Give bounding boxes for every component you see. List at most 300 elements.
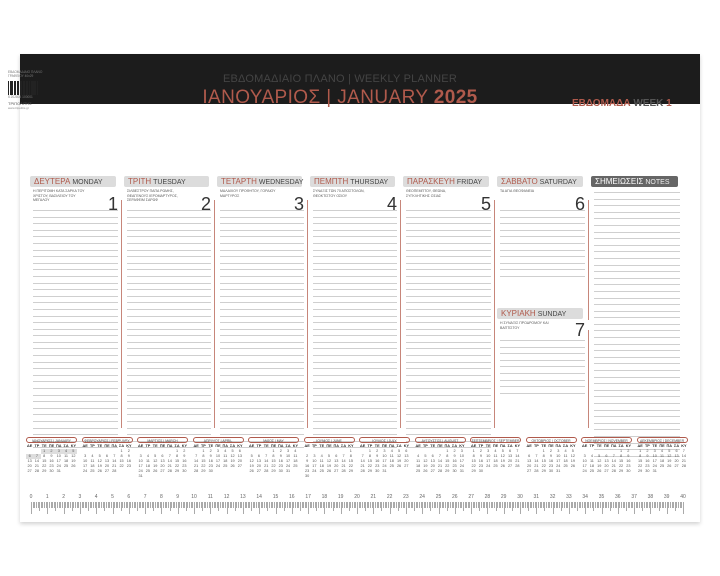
mini-day: 30 <box>645 469 650 473</box>
ruler-number: 5 <box>111 494 114 500</box>
mini-day: 20 <box>674 459 679 463</box>
writing-line <box>500 340 585 341</box>
day-name-en: WEDNESDAY <box>258 179 304 186</box>
ruler-tick <box>49 502 50 508</box>
mini-day: 29 <box>271 469 276 473</box>
day-number: 2 <box>200 194 211 214</box>
mini-day: 10 <box>312 459 317 463</box>
mini-day: 21 <box>681 459 686 463</box>
ruler-tick <box>240 502 241 508</box>
ruler-tick <box>525 502 526 508</box>
day-name-gr: ΤΡΙΤΗ <box>128 177 152 186</box>
ruler-tick <box>557 502 558 508</box>
mini-day: 25 <box>493 464 498 468</box>
ruler-tick <box>227 502 228 514</box>
mini-day: 4 <box>320 454 323 458</box>
ruler-tick <box>447 502 448 511</box>
ruler-tick <box>65 502 66 508</box>
mini-day: 8 <box>446 454 449 458</box>
ruler-tick <box>158 502 159 508</box>
ruler-tick <box>535 502 536 508</box>
ruler-tick <box>93 502 94 508</box>
writing-line <box>406 263 491 264</box>
mini-month-grid <box>26 444 77 474</box>
writing-line <box>313 381 397 382</box>
year-calendar-strip <box>26 437 692 483</box>
writing-line <box>594 311 680 312</box>
mini-month-grid <box>637 444 688 474</box>
mini-day: 15 <box>174 459 180 463</box>
mini-day: 16 <box>126 459 131 463</box>
mini-day: 8 <box>349 454 352 458</box>
ruler-tick <box>373 502 374 514</box>
ruler-tick <box>85 502 86 508</box>
day-header-0 <box>30 176 116 187</box>
mini-day: 28 <box>534 469 539 473</box>
mini-day: 20 <box>334 464 339 468</box>
mini-day: 4 <box>494 449 497 453</box>
mini-day: 18 <box>589 464 595 468</box>
ruler-number: 0 <box>29 494 33 500</box>
ruler-tick <box>292 502 293 514</box>
writing-line <box>500 269 585 270</box>
writing-line <box>313 269 397 270</box>
writing-line <box>220 408 304 409</box>
writing-line <box>127 210 211 211</box>
ruler-tick <box>386 502 387 508</box>
mini-day: 17 <box>459 459 464 463</box>
writing-line <box>33 302 118 303</box>
writing-line <box>594 344 680 345</box>
ruler-tick <box>130 502 131 508</box>
ruler-number: 30 <box>517 494 523 500</box>
mini-day: 13 <box>104 459 110 463</box>
writing-line <box>127 276 211 277</box>
ruler-tick <box>486 502 487 508</box>
mini-day: 9 <box>209 454 212 458</box>
mini-day: 10 <box>459 454 464 458</box>
writing-line <box>220 289 304 290</box>
mini-day: 23 <box>126 464 131 468</box>
ruler-number: 13 <box>240 494 246 500</box>
writing-line <box>220 322 304 323</box>
ruler-tick <box>99 502 100 508</box>
ruler-tick <box>370 502 371 508</box>
ruler-number: 20 <box>354 494 360 500</box>
mini-day: 14 <box>167 459 172 463</box>
ruler-tick <box>349 502 350 511</box>
mini-day: 14 <box>437 459 443 463</box>
mini-day: 30 <box>548 469 554 473</box>
ruler-tick <box>80 502 81 514</box>
ruler-tick <box>478 502 479 508</box>
day-name-gr: ΠΑΡΑΣΚΕΥΗ <box>407 177 455 186</box>
ruler-tick <box>616 502 617 508</box>
ruler-number: 4 <box>94 494 98 500</box>
column-divider <box>588 330 589 428</box>
ruler-tick <box>647 502 648 508</box>
mini-day: 2 <box>48 449 55 454</box>
writing-line <box>127 421 211 422</box>
mini-day: 13 <box>430 459 435 463</box>
ruler-tick <box>117 502 118 508</box>
mini-day: 16 <box>548 459 554 463</box>
writing-line <box>500 353 585 354</box>
day-name-en: FRIDAY <box>456 179 483 186</box>
mini-day: 22 <box>638 464 643 468</box>
mini-day: 31 <box>652 469 657 473</box>
day-column[interactable] <box>497 176 591 306</box>
mini-month-title: ΙΑΝΟΥΑΡΙΟΣ | JANUARY <box>26 437 77 443</box>
ruler-tick <box>52 502 53 508</box>
ruler-tick <box>39 502 40 511</box>
writing-line <box>313 283 397 284</box>
ruler-tick <box>465 502 466 508</box>
ruler-tick <box>592 502 593 508</box>
ruler-tick <box>218 502 219 511</box>
ruler-tick <box>302 502 303 508</box>
weekday-abbr: ΠΑ <box>222 444 229 448</box>
mini-day: 18 <box>63 459 69 463</box>
mini-day: 7 <box>265 454 268 458</box>
mini-day: 18 <box>319 464 324 468</box>
mini-day: 17 <box>56 459 61 463</box>
weekday-abbr: ΠΕ <box>215 444 221 448</box>
mini-day: 7 <box>113 454 116 458</box>
ruler-tick <box>245 502 246 508</box>
ruler-tick <box>357 502 358 514</box>
weekday-abbr: ΣΑ <box>119 444 125 448</box>
day-number: 1 <box>107 194 118 214</box>
writing-line <box>220 401 304 402</box>
ruler-tick <box>347 502 348 508</box>
mini-day: 22 <box>119 464 124 468</box>
ruler-tick <box>509 502 510 508</box>
mini-day: 21 <box>112 464 117 468</box>
ruler-tick <box>422 502 423 514</box>
mini-month-calendar <box>581 437 632 481</box>
ruler-tick <box>680 502 681 508</box>
writing-line <box>127 362 211 363</box>
mini-day: 25 <box>589 469 595 473</box>
ruler-tick <box>271 502 272 508</box>
ruler-tick <box>412 502 413 508</box>
mini-day: 18 <box>493 459 498 463</box>
ruler-tick <box>487 502 488 514</box>
ruler-tick <box>272 502 273 508</box>
ruler-tick <box>432 502 433 508</box>
ruler-tick <box>238 502 239 508</box>
writing-lines <box>406 210 491 454</box>
mini-day: 3 <box>653 449 656 453</box>
ruler-tick <box>567 502 568 508</box>
writing-line <box>313 296 397 297</box>
weekday-abbr: ΚΥ <box>126 444 132 448</box>
ruler-tick <box>315 502 316 508</box>
mini-month-grid <box>526 444 577 474</box>
ruler-tick <box>479 502 480 511</box>
ruler-tick <box>391 502 392 508</box>
ruler-tick <box>342 502 343 508</box>
writing-line <box>220 276 304 277</box>
weekday-abbr: ΠΑ <box>666 444 673 448</box>
mini-month-grid <box>137 444 188 479</box>
day-header-3 <box>310 176 395 187</box>
brand-website: www.tripolitis.gr <box>8 106 29 110</box>
mini-day: 19 <box>570 459 575 463</box>
writing-line <box>127 414 211 415</box>
ruler-number: 40 <box>680 494 686 500</box>
mini-day: 8 <box>639 454 642 458</box>
mini-day: 18 <box>416 464 421 468</box>
ruler-tick <box>364 502 365 508</box>
mini-day: 7 <box>168 454 171 458</box>
writing-line <box>33 296 118 297</box>
mini-day: 26 <box>249 469 254 473</box>
ruler-tick <box>564 502 565 508</box>
week-label-gr: ΕΒΔΟΜΑΔΑ <box>572 98 631 109</box>
mini-day: 13 <box>160 459 165 463</box>
mini-day: 22 <box>348 464 353 468</box>
ruler-tick <box>670 502 671 508</box>
mini-month-calendar <box>415 437 466 481</box>
writing-line <box>220 243 304 244</box>
mini-day: 12 <box>249 459 254 463</box>
ruler-tick <box>530 502 531 508</box>
mini-day: 22 <box>618 464 624 468</box>
writing-line <box>313 236 397 237</box>
ruler-tick <box>660 502 661 508</box>
mini-day: 16 <box>49 459 54 463</box>
weekday-abbr: ΠΕ <box>437 444 443 448</box>
ruler-tick <box>427 502 428 508</box>
writing-line <box>33 348 118 349</box>
ruler-tick <box>518 502 519 508</box>
ruler-tick <box>171 502 172 508</box>
ruler-tick <box>603 502 604 508</box>
ruler-tick <box>174 502 175 508</box>
ruler-tick <box>308 502 309 514</box>
mini-day: 13 <box>237 454 242 458</box>
weekday-abbr: ΤΕ <box>319 444 325 448</box>
mini-day: 12 <box>423 459 428 463</box>
mini-day: 31 <box>285 469 291 473</box>
ruler-tick <box>504 502 505 514</box>
ruler-tick <box>262 502 263 508</box>
writing-line <box>500 393 585 394</box>
writing-line <box>220 395 304 396</box>
mini-day: 28 <box>112 469 117 473</box>
ruler-tick <box>90 502 91 508</box>
ruler-tick <box>659 502 660 511</box>
day-name-en: SUNDAY <box>537 311 567 318</box>
mini-day: 2 <box>279 449 282 453</box>
ruler-tick <box>160 502 161 508</box>
mini-day: 24 <box>556 464 561 468</box>
mini-day: 21 <box>167 464 172 468</box>
ruler-tick <box>368 502 369 508</box>
writing-line <box>594 390 680 391</box>
ruler-tick <box>111 502 112 508</box>
ruler-tick <box>590 502 591 508</box>
weekday-abbr: ΠΑ <box>555 444 562 448</box>
writing-line <box>220 230 304 231</box>
ruler-number: 35 <box>598 494 605 500</box>
day-name-day-note: ΜΑΛΑΧΙΟΥ ΠΡΟΦΗΤΟΥ, ΓΟΡΔΙΟΥ ΜΑΡΤΥΡΟΣ <box>220 189 276 198</box>
ruler-tick <box>305 502 306 508</box>
weekday-abbr: ΚΥ <box>570 444 576 448</box>
year-label: 2025 <box>433 87 478 108</box>
mini-day: 27 <box>104 469 110 473</box>
day-name-day-note: ΘΕΟΠΕΜΠΤΟΥ, ΘΕΩΝΑ, ΣΥΓΚΛΗΤΙΚΗΣ ΟΣΙΑΣ <box>406 189 447 198</box>
writing-line <box>220 223 304 224</box>
ruler-tick <box>378 502 379 508</box>
ruler-tick <box>259 502 260 514</box>
ruler-tick <box>256 502 257 508</box>
mini-day: 6 <box>238 449 241 453</box>
ruler-tick <box>354 502 355 508</box>
mini-day: 17 <box>382 459 387 463</box>
writing-lines <box>313 210 397 454</box>
mini-day: 4 <box>390 449 393 453</box>
day-column-sunday[interactable] <box>497 308 591 428</box>
weekday-abbr: ΚΥ <box>625 444 631 448</box>
ruler-tick <box>293 502 294 508</box>
writing-line <box>500 210 585 211</box>
writing-line <box>127 283 211 284</box>
writing-line <box>127 256 211 257</box>
writing-line <box>220 355 304 356</box>
mini-day: 14 <box>515 454 520 458</box>
mini-day: 12 <box>396 454 402 458</box>
column-divider <box>307 200 308 428</box>
ruler-tick <box>266 502 267 508</box>
ruler-tick <box>287 502 288 508</box>
mini-day: 7 <box>195 454 198 458</box>
ruler-number: 9 <box>176 494 180 500</box>
mini-day: 7 <box>612 454 615 458</box>
writing-line <box>594 225 680 226</box>
ruler-tick <box>562 502 563 508</box>
ruler-tick <box>401 502 402 508</box>
ruler-tick <box>31 502 32 514</box>
ruler-tick <box>585 502 586 514</box>
ruler-tick <box>168 502 169 508</box>
writing-line <box>33 434 118 435</box>
mini-day: 3 <box>460 449 463 453</box>
writing-line <box>313 263 397 264</box>
mini-day: 22 <box>42 464 47 468</box>
weekday-abbr: ΚΥ <box>181 444 187 448</box>
mini-month-calendar <box>248 437 299 481</box>
notes-column[interactable] <box>591 176 686 430</box>
mini-day: 24 <box>459 464 464 468</box>
day-header-6 <box>497 308 583 319</box>
mini-day: 20 <box>104 464 110 468</box>
mini-day: 18 <box>145 464 151 468</box>
writing-line <box>220 256 304 257</box>
ruler-tick <box>372 502 373 508</box>
mini-day: 9 <box>127 454 130 458</box>
mini-day: 27 <box>674 464 679 468</box>
ruler-tick <box>398 502 399 511</box>
ruler-tick <box>481 502 482 508</box>
ruler-tick <box>313 502 314 508</box>
mini-day: 23 <box>452 464 457 468</box>
mini-day: 9 <box>306 459 309 463</box>
mini-day: 10 <box>215 454 221 458</box>
ruler-tick <box>520 502 521 514</box>
day-name-en: NOTES <box>645 179 670 186</box>
weekday-abbr: ΤΕ <box>596 444 602 448</box>
ruler-tick <box>337 502 338 508</box>
mini-day: 23 <box>305 469 310 473</box>
mini-day: 10 <box>652 454 657 458</box>
ruler-tick <box>233 502 234 508</box>
writing-line <box>406 335 491 336</box>
writing-line <box>313 368 397 369</box>
writing-line <box>313 329 397 330</box>
writing-line <box>33 309 118 310</box>
ruler-number: 24 <box>419 494 425 500</box>
mini-day: 11 <box>563 454 568 458</box>
weekday-abbr: ΚΥ <box>459 444 465 448</box>
ruler-tick <box>396 502 397 508</box>
ruler-tick <box>440 502 441 508</box>
week-label-en: WEEK <box>633 98 664 109</box>
mini-month-title: ΙΟΥΝΙΟΣ | JUNE <box>304 437 355 443</box>
weekday-abbr: ΠΑ <box>111 444 118 448</box>
mini-day: 11 <box>493 454 498 458</box>
ruler-tick <box>496 502 497 511</box>
mini-day: 15 <box>638 459 643 463</box>
mini-day: 29 <box>201 469 206 473</box>
writing-line <box>220 302 304 303</box>
sunday-number: 7 <box>574 320 585 340</box>
writing-line <box>406 348 491 349</box>
mini-day: 21 <box>360 464 365 468</box>
weekday-abbr: ΣΑ <box>230 444 236 448</box>
mini-day: 19 <box>249 464 254 468</box>
weekday-abbr: ΠΑ <box>56 444 62 448</box>
ruler-number: 23 <box>403 494 409 500</box>
mini-day: 2 <box>376 449 379 453</box>
ruler-tick <box>553 502 554 514</box>
ruler-tick <box>303 502 304 508</box>
ruler-tick <box>597 502 598 508</box>
mini-day: 14 <box>534 459 539 463</box>
mini-day: 19 <box>423 464 428 468</box>
ruler-tick <box>62 502 63 508</box>
ruler-number: 12 <box>223 494 230 500</box>
ruler-tick <box>339 502 340 508</box>
writing-line <box>406 434 491 435</box>
writing-line <box>594 304 680 305</box>
ruler-number: 21 <box>370 494 377 500</box>
writing-line <box>313 388 397 389</box>
ruler-tick <box>280 502 281 508</box>
mini-day: 12 <box>230 454 235 458</box>
ruler-tick <box>341 502 342 514</box>
ruler-tick <box>548 502 549 508</box>
ruler-tick <box>579 502 580 508</box>
ruler-tick <box>187 502 188 508</box>
weekday-abbr: ΚΥ <box>237 444 243 448</box>
writing-line <box>220 414 304 415</box>
ruler-tick <box>452 502 453 508</box>
ruler-tick <box>310 502 311 508</box>
ruler-number: 27 <box>468 494 474 500</box>
